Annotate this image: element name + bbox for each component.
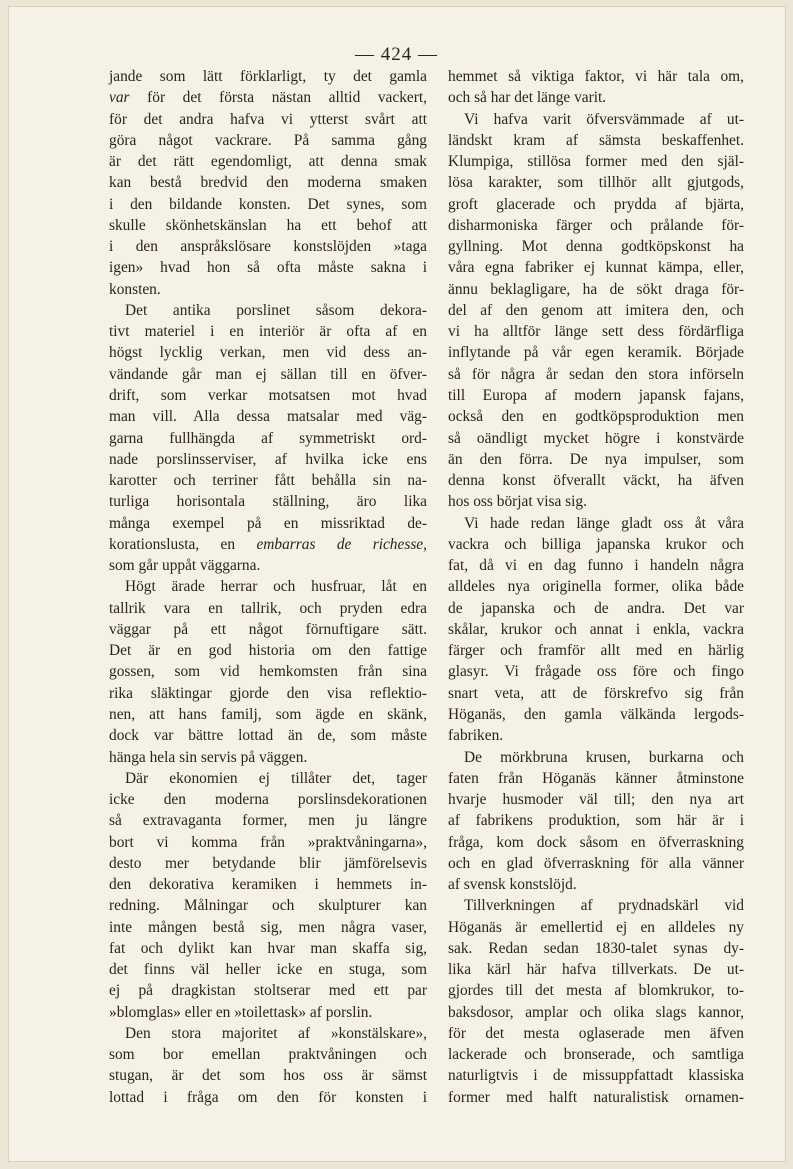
text-line: skålar, krukor och annat i enkla, vackra [448, 620, 744, 638]
text-line: Det är en god historia om den fattige [109, 642, 427, 660]
text-line: ännu beklagligare, ha de sökt draga för- [448, 280, 744, 298]
text-line: af fabrikens produktion, som här är i [448, 812, 744, 830]
italic-text: var [109, 89, 130, 107]
text-line: hemmet så viktiga faktor, vi här tala om, [448, 68, 744, 85]
text-line: kan bestå bredvid den moderna smaken [109, 174, 427, 192]
text-line: skulle skönhetskänslan ha ett behof att [109, 216, 427, 234]
text-line: lottad i fråga om den för konsten i [109, 1088, 427, 1106]
text-line: alldeles nya originella former, olika både [448, 578, 744, 596]
text-line: stugan, är det som hos oss är sämst [109, 1067, 427, 1085]
text-line: disharmoniska färger och prålande för- [448, 216, 744, 234]
text-line: vackra och billiga japanska krukor och [448, 535, 744, 553]
text-line: Klumpiga, stillösa former med den själ- [448, 153, 744, 171]
text-line: vi ha alltför länge sett dess fördärfliga [448, 323, 744, 341]
text-line: till Europa af modern japansk fajans, [448, 386, 744, 404]
text-line: Höganäs är emellertid ej en alldeles ny [448, 918, 744, 936]
text-line: jande som lätt förklarligt, ty det gamla [109, 68, 427, 85]
text-line: rika släktingar gjorde den visa reflektio- [109, 684, 427, 702]
text-line: desto mer betydande blir jämförelsevis [109, 854, 427, 872]
text-line: lika kärl här hafva tillverkats. De ut- [448, 961, 744, 979]
text-line: Tillverkningen af prydnadskärl vid [464, 897, 744, 915]
text-line: bort vi komma från »praktvåningarna», [109, 833, 427, 851]
text-line: som bor emellan praktvåningen och [109, 1046, 427, 1064]
text-line: turliga horisontala ställning, äro lika [109, 493, 427, 511]
text-line: tallrik vara en tallrik, och pryden edra [109, 599, 427, 617]
text-line: gossen, som vid hemkomsten från sina [109, 663, 427, 681]
text-line: glasyr. Vi frågade oss före och fingo [448, 663, 744, 681]
text-line: inflytande på vår egen keramik. Började [448, 344, 744, 362]
text-line: faten från Höganäs känner åtminstone [448, 769, 744, 787]
text-line: former med halft naturalistisk ornamen- [448, 1088, 744, 1106]
text-line: hänga hela sin servis på väggen. [109, 748, 308, 766]
text-line: De mörkbruna krusen, burkarna och [464, 748, 744, 766]
text-line: Högt ärade herrar och husfruar, låt en [125, 578, 427, 596]
text-line: denna konst öfverallt väckt, ha äfven [448, 472, 744, 490]
text-line: i den anspråkslösare konstslöjden »taga [109, 238, 427, 256]
text-line: som går uppåt väggarna. [109, 557, 261, 575]
text-line: Där ekonomien ej tillåter det, tager [125, 769, 427, 787]
text-line: tivt materiel i en interiör är ofta af en [109, 323, 427, 341]
text-line: sak. Redan sedan 1830-talet synas dy- [448, 939, 744, 957]
text-line: för det andra hafva vi ytterst svårt att [109, 110, 427, 128]
text-line: garna fullhängda af symmetriskt ord- [109, 429, 427, 447]
text-line: och en glad öfverraskning för alla vänner [448, 854, 744, 872]
text-line: karotter och terriner fått behålla sin na- [109, 472, 427, 490]
text-line: lösa karakter, som tillhör allt gjutgods, [448, 174, 744, 192]
text-line: fat, då vi en dag funno i handeln några [448, 557, 744, 575]
text-line: också den en godtköpsproduktion men [448, 408, 744, 426]
text-line: konsten. [109, 280, 161, 298]
text-line: icke den moderna porslinsdekorationen [109, 791, 427, 809]
text-line: och så har det länge varit. [448, 89, 607, 107]
text-line: våra egna fabriker ej kunnat kämpa, eller, [448, 259, 744, 277]
right-text-column [448, 66, 744, 1108]
italic-text: embarras de richesse [256, 535, 424, 553]
text-line: många exempel på en missriktad de- [109, 514, 427, 532]
page-number: — 424 — [355, 44, 438, 65]
text-line: dock var bättre lottad än de, som måste [109, 727, 427, 745]
text-line: Vi hade redan länge gladt oss åt våra [464, 514, 744, 532]
text-line: igen» hvad hon så ofta måste sakna i [109, 259, 427, 277]
text-line: redning. Målningar och skulpturer kan [109, 897, 427, 915]
text-line: del af den genom att imitera den, och [448, 301, 744, 319]
text-line: Den stora majoritet af »konstälskare», [125, 1024, 427, 1042]
text-line: baksdosor, amplar och olika slags kannor, [448, 1003, 744, 1021]
text-line: så extravaganta former, men ju längre [109, 812, 427, 830]
text-line: drift, som verkar motsatsen mot hvad [109, 386, 427, 404]
text-line: gyllning. Mot denna godtköpskonst ha [448, 238, 744, 256]
text-segment: , [423, 535, 427, 553]
text-line: inte mången bestå sig, men några vaser, [109, 918, 427, 936]
text-line: nen, att hans familj, som ägde en skänk, [109, 705, 427, 723]
text-line: så oändligt mycket högre i konstvärde [448, 429, 744, 447]
text-line: högst lycklig verkan, men vid dess an- [109, 344, 427, 362]
text-line: väggar på ett något förnuftigare sätt. [109, 620, 427, 638]
text-line: Det antika porslinet såsom dekora- [125, 301, 427, 319]
text-line: naturligtvis i de missuppfattadt klassiska [448, 1067, 744, 1085]
text-line: det finns väl heller icke en stuga, som [109, 961, 427, 979]
text-line: vändande går man ej sällan till en öfver- [109, 365, 427, 383]
text-line: hos oss börjat visa sig. [448, 493, 587, 511]
text-line: den dekorativa keramiken i hemmets in- [109, 876, 427, 894]
text-line: gjordes till det mesta af blomkrukor, to- [448, 982, 744, 1000]
text-line: man vill. Alla dessa matsalar med väg- [109, 408, 427, 426]
text-line: Vi hafva varit öfversvämmade af ut- [464, 110, 744, 128]
text-line: färger och framför allt med en härlig [448, 642, 744, 660]
text-line: af svensk konstslöjd. [448, 876, 577, 894]
text-line: »blomglas» eller en »toilettask» af porslin. [109, 1003, 373, 1021]
text-line: fat och dylikt kan hvar man skaffa sig, [109, 939, 427, 957]
text-line: i den bildande konsten. Det synes, som [109, 195, 427, 213]
text-line: ländskt kram af sämsta beskaffenhet. [448, 131, 744, 149]
text-line: nade porslinsserviser, af hvilka icke ens [109, 450, 427, 468]
text-line: ej på dragkistan stoltserar med ett par [109, 982, 427, 1000]
text-line: så för några år sedan den stora införseln [448, 365, 744, 383]
text-line: fråga, kom dock såsom en öfverraskning [448, 833, 744, 851]
text-line: de japanska och de andra. Det var [448, 599, 744, 617]
text-segment: korationslusta, en [109, 535, 257, 553]
text-line: är det rätt egendomligt, att denna smak [109, 153, 427, 171]
text-line: hvarje husmoder väl till; den nya art [448, 791, 744, 809]
text-line: än den förra. De nya impulser, som [448, 450, 744, 468]
text-line: göra något vackrare. På samma gång [109, 131, 427, 149]
text-line: groft glacerade och prydda af bjärta, [448, 195, 744, 213]
text-line: fabriken. [448, 727, 504, 745]
text-line: Höganäs, den gamla välkända lergods- [448, 705, 744, 723]
text-line: snart veta, att de förskrefvo sig från [448, 684, 744, 702]
text-line [109, 534, 427, 555]
text-line [109, 87, 427, 108]
text-line: för det mesta oglaserade men äfven [448, 1024, 744, 1042]
text-line: lackerade och bronserade, och samtliga [448, 1046, 744, 1064]
text-segment: för det första nästan alltid vackert, [129, 89, 427, 107]
left-text-column [109, 66, 427, 1108]
